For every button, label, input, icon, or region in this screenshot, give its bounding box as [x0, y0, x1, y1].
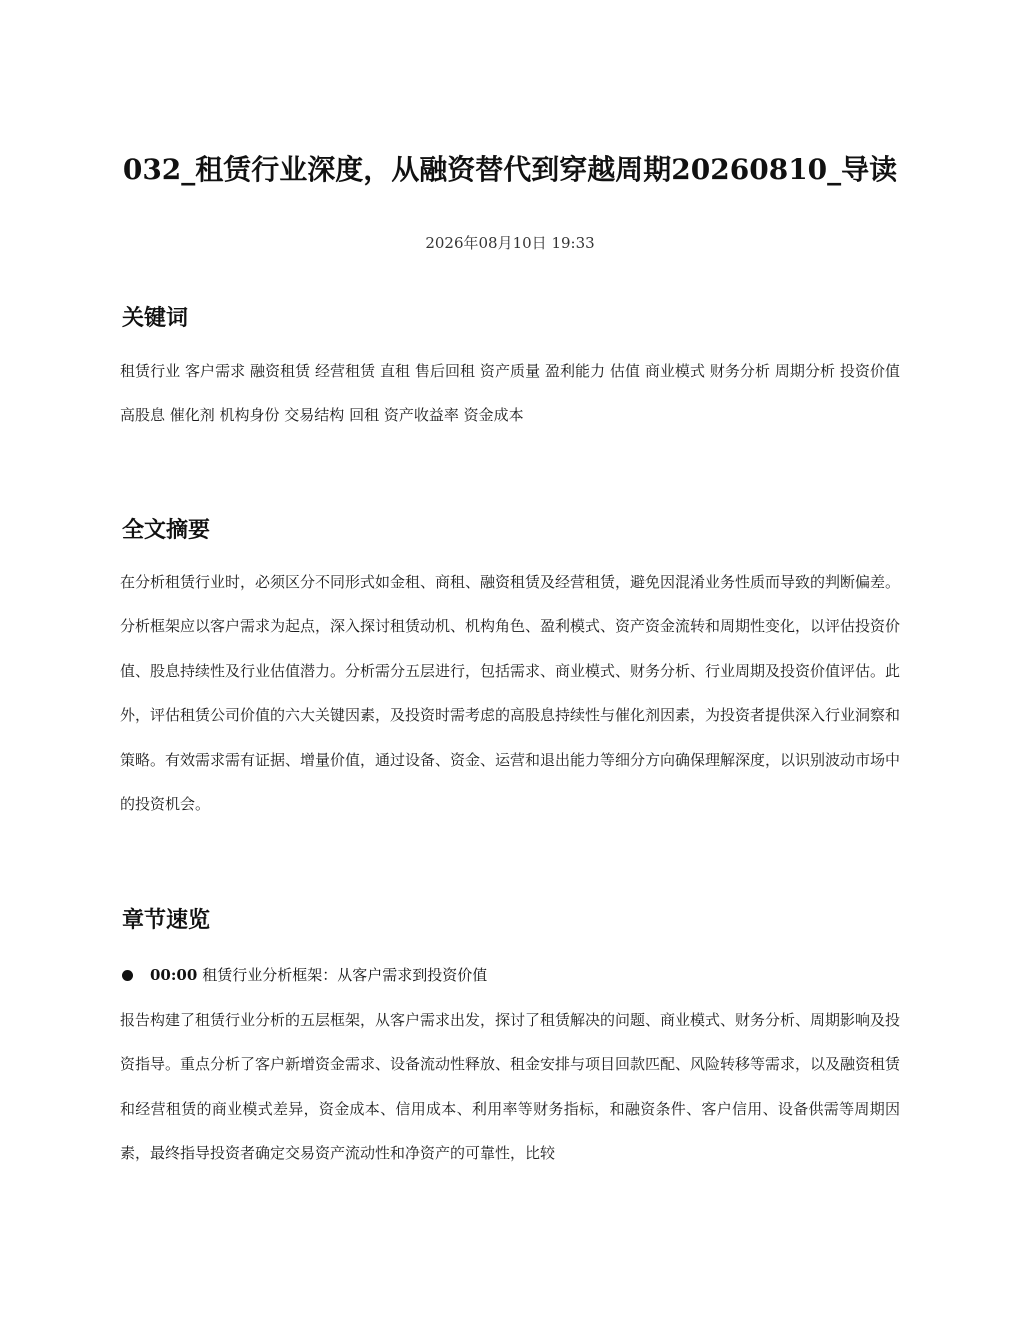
- chapter-title: 租赁行业分析框架：从客户需求到投资价值: [202, 966, 488, 984]
- document-date: 2026年08月10日 19:33: [425, 234, 595, 252]
- keywords-heading: 关键词: [122, 305, 189, 331]
- summary-heading: 全文摘要: [122, 517, 211, 543]
- chapter-item[interactable]: [120, 962, 487, 988]
- summary-text: 在分析租赁行业时，必须区分不同形式如金租、商租、融资租赁及经营租赁，避免因混淆业务性质而导致的判断偏差。分析框架应以客户需求为起点，深入探讨租赁动机、机构角色、盈利模式、资产资金流转和周期性变化，以评估投资价值、股息持续性及行业估值潜力。分析需分五层进行，包括需求、商业模式、财务分析、行业周期及投资价值评估。此外，评估租赁公司价值的六大关键因素，及投资时需考虑的高股息持续性与催化剂因素，为投资者提供深入行业洞察和策略。有效需求需有证据、增量价值，通过设备、资金、运营和退出能力等细分方向确保理解深度，以识别波动市场中的投资机会。: [120, 573, 901, 814]
- document-title: 032_租赁行业深度，从融资替代到穿越周期20260810_导读: [122, 153, 898, 186]
- chapter-text: 报告构建了租赁行业分析的五层框架，从客户需求出发，探讨了租赁解决的问题、商业模式、财务分析、周期影响及投资指导。重点分析了客户新增资金需求、设备流动性释放、租金安排与项目回款匹配、风险转移等需求，以及融资租赁和经营租赁的商业模式差异，资金成本、信用成本、利用率等财务指标，和融资条件、客户信用、设备供需等周期因素，最终指导投资者确定交易资产流动性和净资产的可靠性，比较: [120, 1011, 901, 1163]
- chapter-timestamp[interactable]: 00:00: [150, 966, 198, 984]
- keywords-text: 租赁行业 客户需求 融资租赁 经营租赁 直租 售后回租 资产质量 盈利能力 估值 商业模式 财务分析 周期分析 投资价值 高股息 催化剂 机构身份 交易结构 回租 资产收益率 资金成本: [120, 362, 900, 425]
- bullet-icon: [122, 970, 133, 981]
- chapters-heading: 章节速览: [122, 907, 211, 933]
